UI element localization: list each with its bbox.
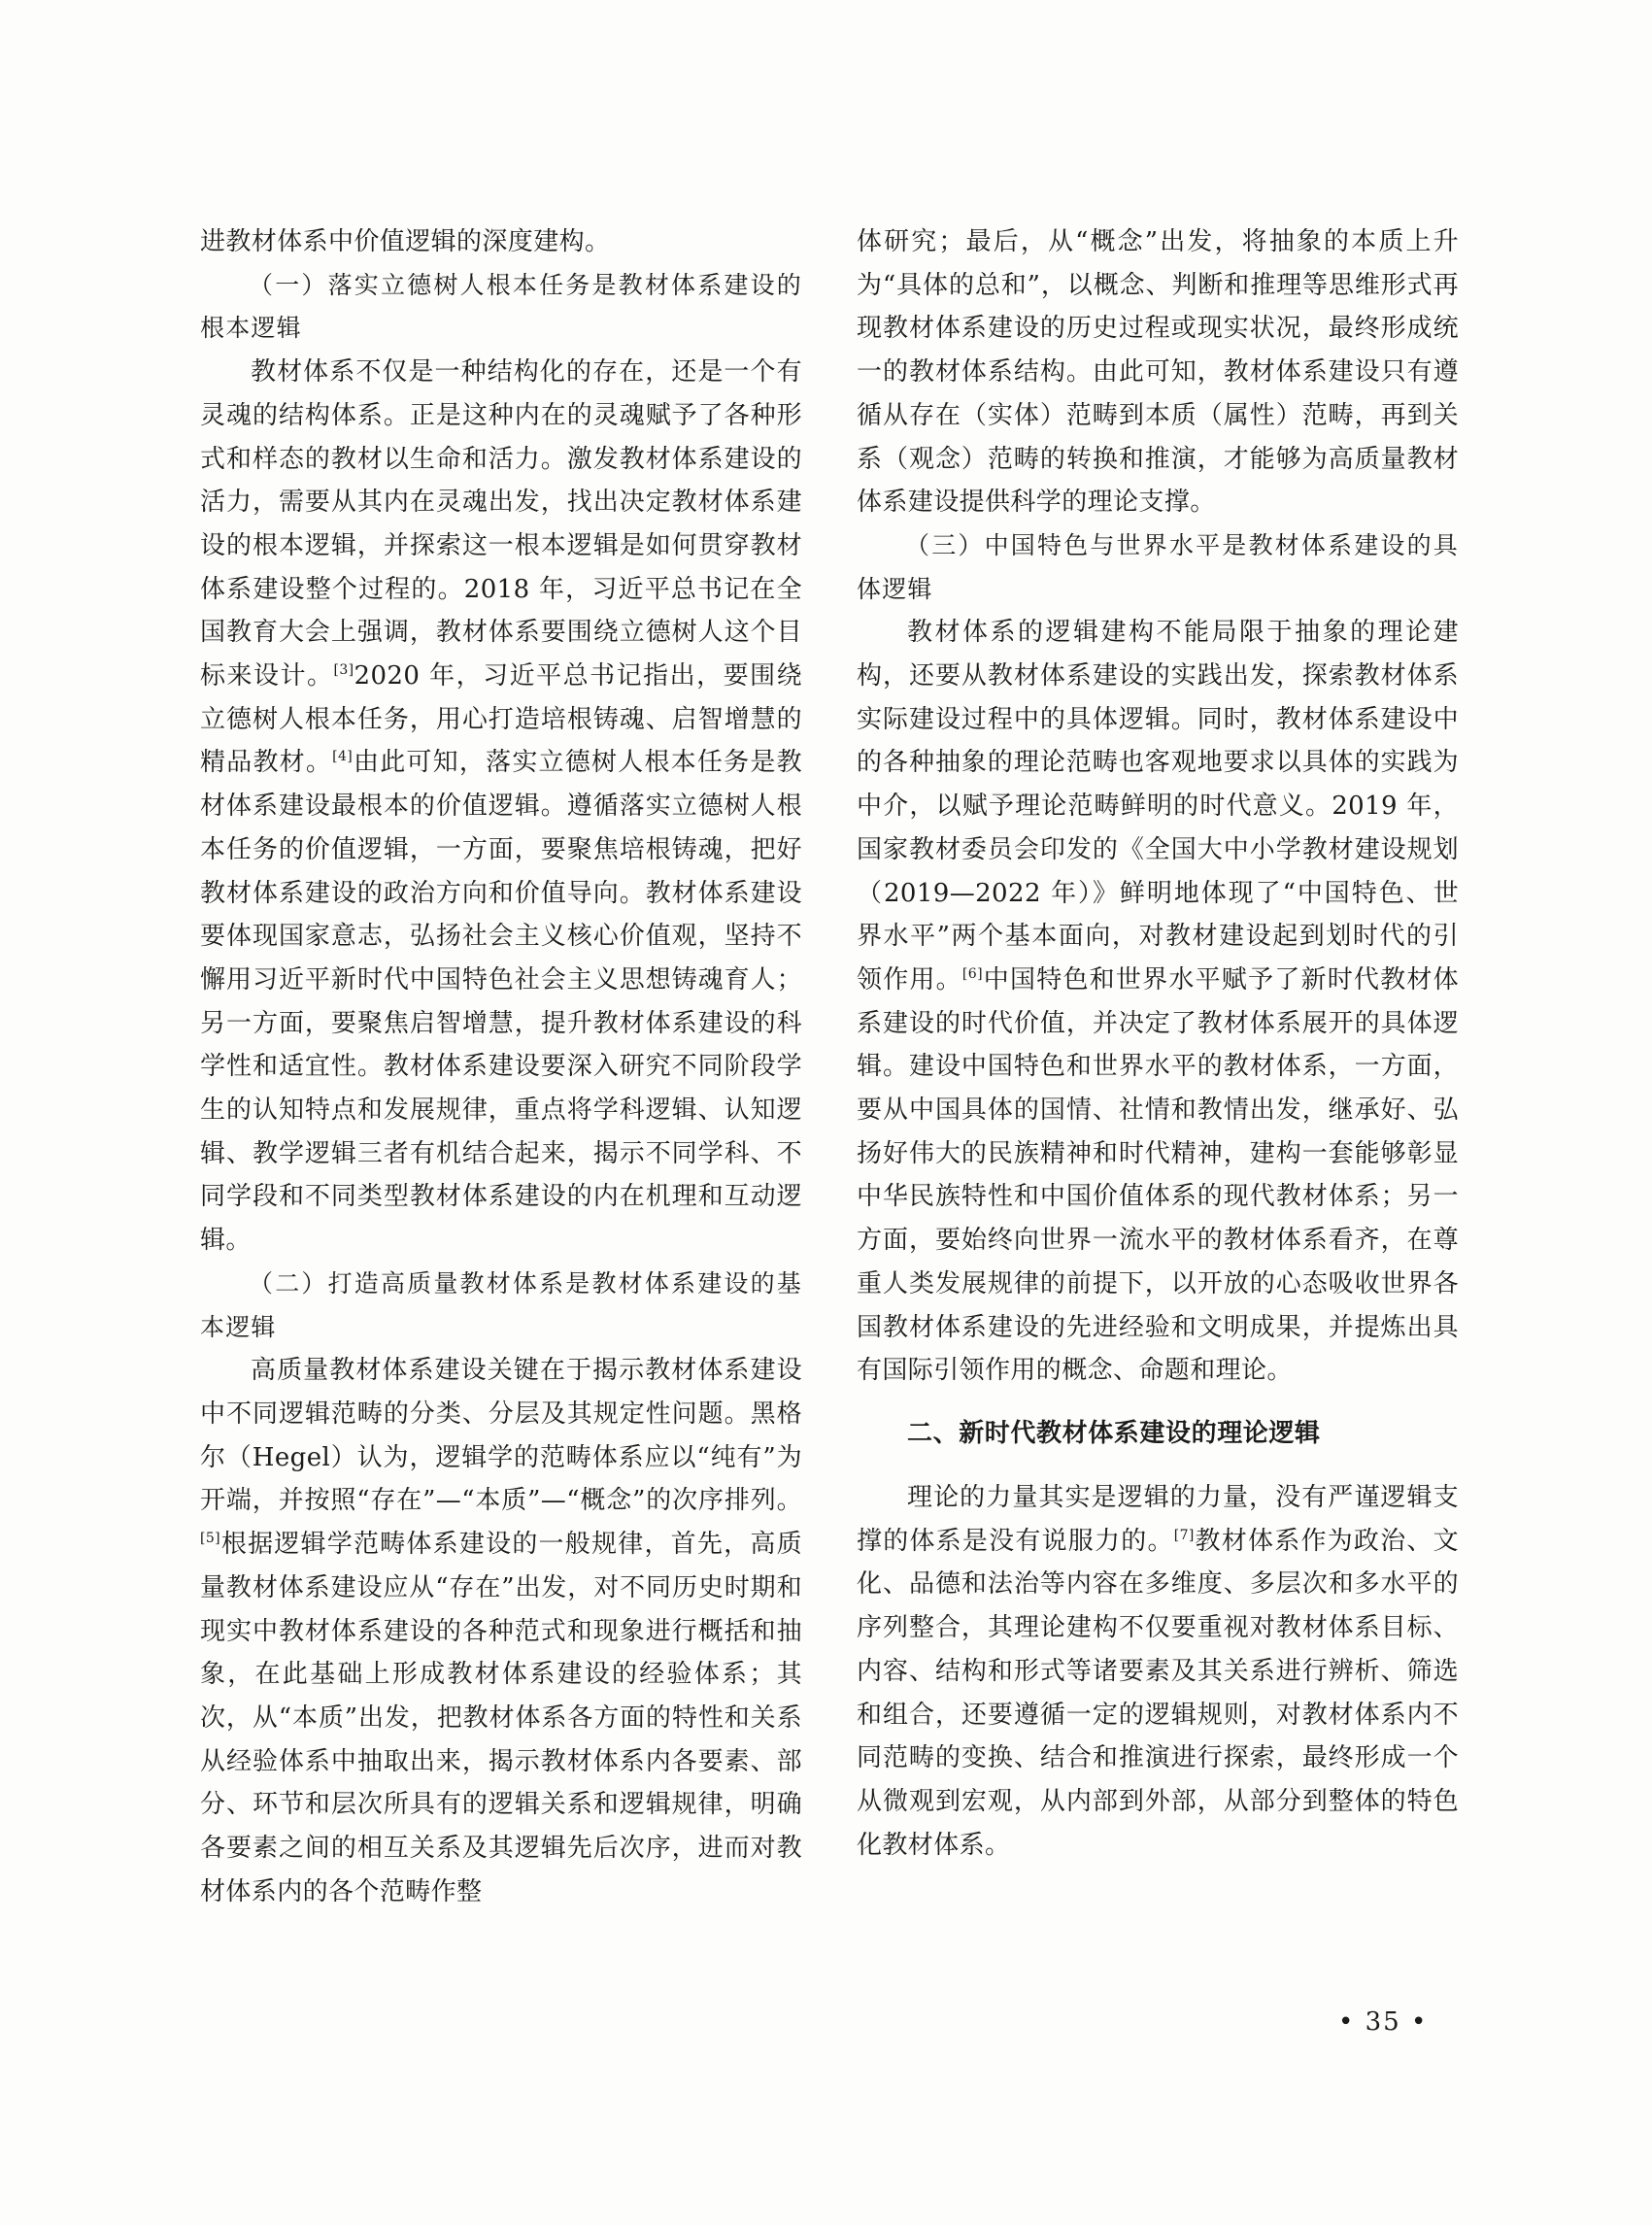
citation-7[interactable]: [7] (1173, 1527, 1195, 1543)
paragraph-intro-continued: 进教材体系中价值逻辑的深度建构。 (200, 227, 611, 256)
paragraph-2-continued: 体研究；最后，从“概念”出发，将抽象的本质上升为“具体的总和”，以概念、判断和推理等思维形式再现教材体系建设的历史过程或现实状况，最终形成统一的教材体系结构。由此可知，教材体系建设只有遵循从存在（实体）范畴到本质（属性）范畴，再到关系（观念）范畴的转换和推演，才能够为高质量教材体系建设提供科学的理论支撑。 (857, 227, 1459, 518)
paragraph-3-text-b: 中国特色和世界水平赋予了新时代教材体系建设的时代价值，并决定了教材体系展开的具体逻辑。建设中国特色和世界水平的教材体系，一方面，要从中国具体的国情、社情和教情出发，继承好、弘扬好伟大的民族精神和时代精神，建构一套能够彰显中华民族特性和中国价值体系的现代教材体系；另一方面，要始终向世界一流水平的教材体系看齐，在尊重人类发展规律的前提下，以开放的心态吸收世界各国教材体系建设的先进经验和文明成果，并提炼出具有国际引领作用的概念、命题和理论。 (857, 964, 1459, 1386)
page-number: • 35 • (1338, 2007, 1429, 2037)
citation-6[interactable]: [6] (961, 965, 983, 982)
right-column (857, 220, 1459, 1867)
paragraph-2-text-b: 根据逻辑学范畴体系建设的一般规律，首先，高质量教材体系建设应从“存在”出发，对不同历史时期和现实中教材体系建设的各种范式和现象进行概括和抽象，在此基础上形成教材体系建设的经验体系；其次，从“本质”出发，把教材体系各方面的特性和关系从经验体系中抽取出来，揭示教材体系内各要素、部分、环节和层次所具有的逻辑关系和逻辑规律，明确各要素之间的相互关系及其逻辑先后次序，进而对教材体系内的各个范畴作整 (200, 1530, 802, 1906)
section-heading-2: 二、新时代教材体系建设的理论逻辑 (907, 1418, 1321, 1448)
subheading-2: （二）打造高质量教材体系是教材体系建设的基本逻辑 (200, 1268, 802, 1341)
paragraph-1-text-b: 2020 年，习近平总书记指出，要围绕立德树人根本任务，用心打造培根铸魂、启智增慧的精品教材。 (200, 661, 802, 778)
paragraph-2-text-a: 高质量教材体系建设关键在于揭示教材体系建设中不同逻辑范畴的分类、分层及其规定性问题。黑格尔（Hegel）认为，逻辑学的范畴体系应以“纯有”为开端，并按照“存在”—“本质”—“概念”的次序排列。 (200, 1356, 803, 1516)
citation-4[interactable]: [4] (332, 749, 354, 765)
paragraph-4 (857, 1476, 1459, 1867)
paragraph-1 (200, 351, 802, 1263)
subheading-1: （一）落实立德树人根本任务是教材体系建设的根本逻辑 (200, 270, 802, 343)
paragraph-3 (857, 611, 1459, 1393)
paragraph-4-text-a: 理论的力量其实是逻辑的力量，没有严谨逻辑支撑的体系是没有说服力的。 (857, 1482, 1459, 1556)
paragraph-1-text-c: 由此可知，落实立德树人根本任务是教材体系建设最根本的价值逻辑。遵循落实立德树人根本任务的价值逻辑，一方面，要聚焦培根铸魂，把好教材体系建设的政治方向和价值导向。教材体系建设要体现国家意志，弘扬社会主义核心价值观，坚持不懈用习近平新时代中国特色社会主义思想铸魂育人；另一方面，要聚焦启智增慧，提升教材体系建设的科学性和适宜性。教材体系建设要深入研究不同阶段学生的认知特点和发展规律，重点将学科逻辑、认知逻辑、教学逻辑三者有机结合起来，揭示不同学科、不同学段和不同类型教材体系建设的内在机理和互动逻辑。 (200, 748, 802, 1256)
citation-5[interactable]: [5] (200, 1531, 221, 1547)
paragraph-2 (200, 1349, 802, 1913)
paragraph-4-text-b: 教材体系作为政治、文化、品德和法治等内容在多维度、多层次和多水平的序列整合，其理论建构不仅要重视对教材体系目标、内容、结构和形式等诸要素及其关系进行辨析、筛选和组合，还要遵循一定的逻辑规则，对教材体系内不同范畴的变换、结合和推演进行探索，最终形成一个从微观到宏观，从内部到外部，从部分到整体的特色化教材体系。 (857, 1526, 1459, 1860)
paragraph-3-text-a: 教材体系的逻辑建构不能局限于抽象的理论建构，还要从教材体系建设的实践出发，探索教材体系实际建设过程中的具体逻辑。同时，教材体系建设中的各种抽象的理论范畴也客观地要求以具体的实践为中介，以赋予理论范畴鲜明的时代意义。2019 年，国家教材委员会印发的《全国大中小学教材建设规划（2019—2022 年）》鲜明地体现了“中国特色、世界水平”两个基本面向，对教材建设起到划时代的引领作用。 (857, 618, 1459, 995)
paragraph-1-text-a: 教材体系不仅是一种结构化的存在，还是一个有灵魂的结构体系。正是这种内在的灵魂赋予了各种形式和样态的教材以生命和活力。激发教材体系建设的活力，需要从其内在灵魂出发，找出决定教材体系建设的根本逻辑，并探索这一根本逻辑是如何贯穿教材体系建设整个过程的。2018 年，习近平总书记在全国教育大会上强调，教材体系要围绕立德树人这个目标来设计。 (200, 357, 802, 691)
left-column (200, 220, 802, 1913)
subheading-3: （三）中国特色与世界水平是教材体系建设的具体逻辑 (857, 530, 1459, 603)
citation-3[interactable]: [3] (333, 662, 354, 679)
